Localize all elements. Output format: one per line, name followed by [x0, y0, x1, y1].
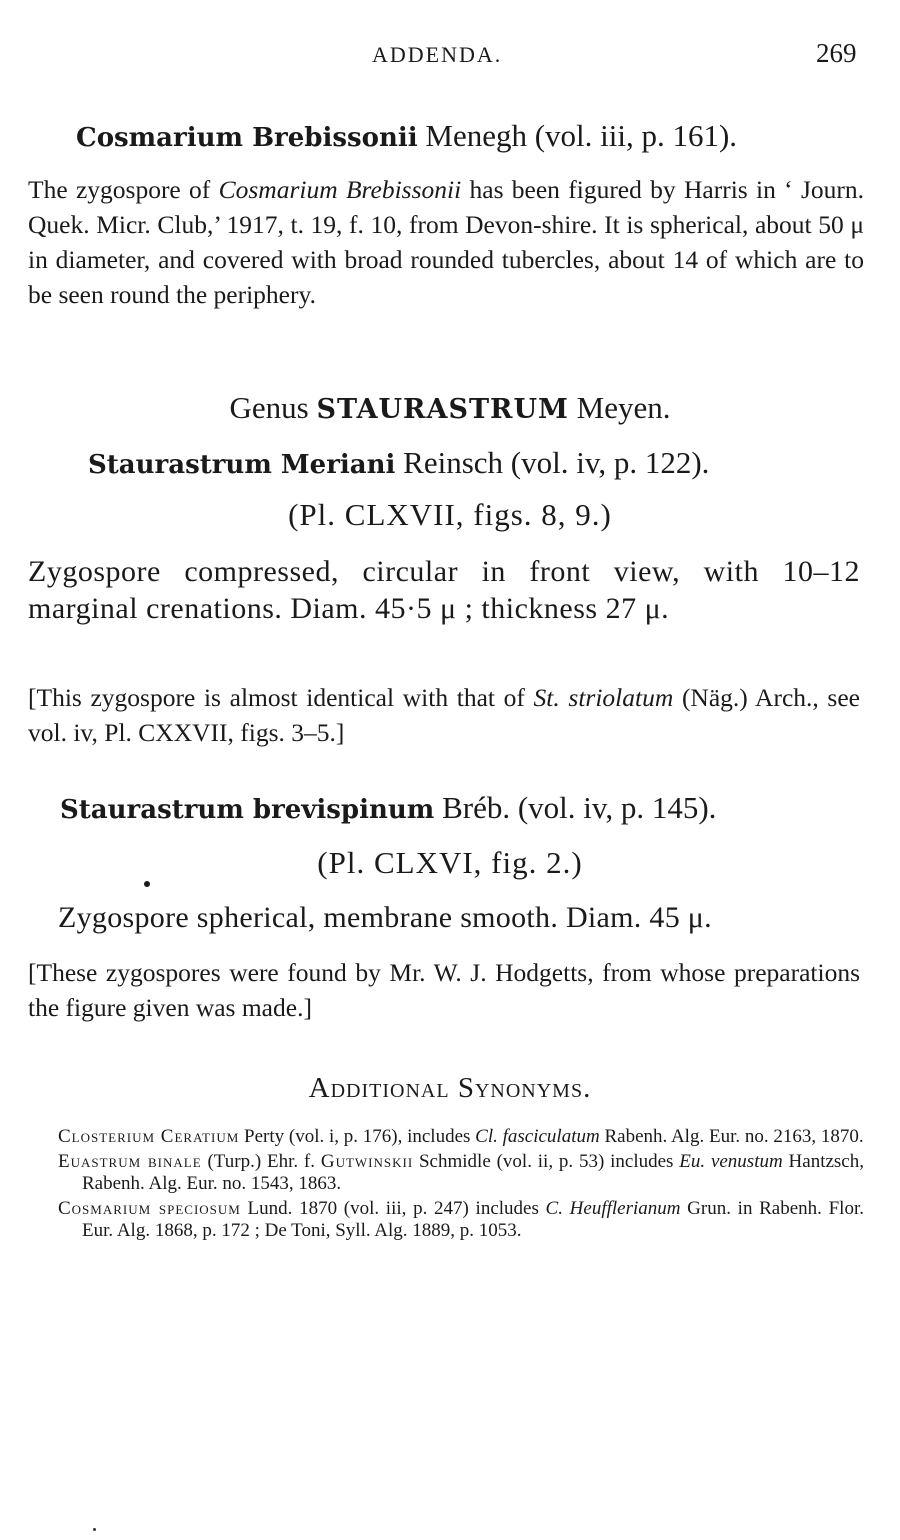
print-speck [93, 1528, 96, 1531]
text-run: (Näg.) Arch., see vol. iv, Pl. CXXVII, figs. 3–5.] [28, 683, 860, 747]
meriani-description: Zygospore compressed, circular in front view, with 10–12 marginal crenations. Diam. 45·5 μ ; thickness 27 μ. [28, 555, 860, 625]
meriani-plate-ref: (Pl. CLXVII, figs. 8, 9.) [288, 497, 612, 532]
print-speck [144, 881, 150, 887]
cosmarium-heading [76, 118, 737, 154]
text-run: Hantzsch, Rabenh. Alg. Eur. no. 1543, 1863. [82, 1151, 864, 1194]
italic-taxon: Eu. venustum [679, 1151, 783, 1172]
italic-taxon: Cosmarium Brebissonii [218, 175, 462, 204]
species-authority: Menegh (vol. iii, p. 161). [425, 118, 738, 153]
italic-taxon: St. striolatum [533, 683, 674, 712]
genus-heading [0, 390, 900, 426]
page-number: 269 [816, 38, 857, 68]
text-run: Grun. in Rabenh. Flor. Eur. Alg. 1868, p. 172 ; De Toni, Syll. Alg. 1889, p. 1053. [82, 1198, 864, 1241]
synonym-form: Gutwinskii [320, 1151, 414, 1172]
italic-taxon: C. Heufflerianum [545, 1198, 681, 1219]
text-run: The zygospore of [28, 175, 219, 204]
synonym-entry [58, 1198, 864, 1242]
synonym-entry [58, 1126, 864, 1148]
running-head-title: ADDENDA. [372, 42, 503, 67]
species-name: Staurastrum brevispinum [60, 795, 435, 825]
synonyms-title: Additional Synonyms. [308, 1072, 592, 1104]
synonym-taxon: Closterium Ceratium [58, 1126, 240, 1147]
genus-prefix: Genus [229, 390, 309, 425]
synonym-taxon: Cosmarium speciosum [58, 1198, 241, 1219]
synonym-taxon: Euastrum binale [58, 1151, 202, 1172]
genus-authority: Meyen. [576, 390, 671, 425]
text-run: Lund. 1870 (vol. iii, p. 247) includes [240, 1198, 546, 1219]
species-authority: Reinsch (vol. iv, p. 122). [403, 445, 710, 480]
species-name: Cosmarium Brebissonii [76, 123, 418, 153]
italic-taxon: Cl. fasciculatum [475, 1126, 600, 1147]
text-run: has been figured by Harris in ‘ Journ. Quek. Micr. Club,’ 1917, t. 19, f. 10, from Devon-shire. It is spherical, about 50 μ in diameter, and covered with broad rounded tubercles, about 14 of which are to be seen round the periphery. [28, 175, 865, 309]
species-authority: Bréb. (vol. iv, p. 145). [442, 790, 717, 825]
genus-name: STAURASTRUM [316, 394, 569, 425]
running-head [0, 38, 900, 74]
text-run: Perty (vol. i, p. 176), includes [239, 1126, 476, 1147]
species-name: Staurastrum Meriani [88, 450, 396, 480]
brevispinum-plate-ref: (Pl. CLXVI, fig. 2.) [317, 845, 583, 880]
meriani-heading [88, 445, 709, 481]
cosmarium-paragraph [28, 172, 864, 312]
brevispinum-heading [60, 790, 716, 826]
synonym-entry [58, 1151, 864, 1195]
text-run: [This zygospore is almost identical with that of [28, 683, 534, 712]
text-run: (Turp.) Ehr. f. [201, 1151, 321, 1172]
text-run: Rabenh. Alg. Eur. no. 2163, 1870. [599, 1126, 864, 1147]
text-run: Schmidle (vol. ii, p. 53) includes [413, 1151, 680, 1172]
synonyms-list [58, 1126, 864, 1245]
meriani-note [28, 680, 860, 750]
brevispinum-description: Zygospore spherical, membrane smooth. Diam. 45 μ. [58, 901, 712, 934]
brevispinum-note: [These zygospores were found by Mr. W. J. Hodgetts, from whose preparations the figure given was made.] [28, 958, 860, 1022]
